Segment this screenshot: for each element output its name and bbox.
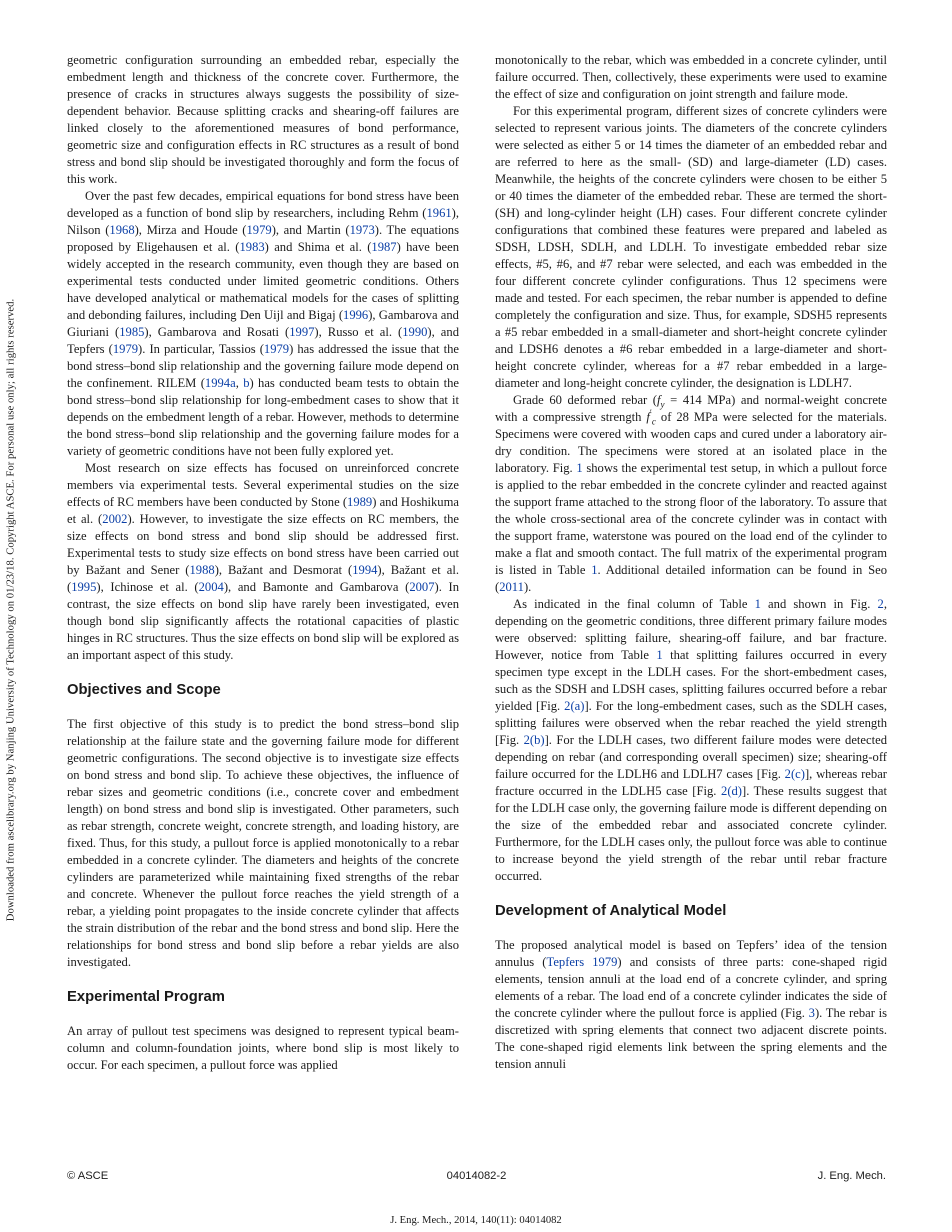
section-heading-experimental: Experimental Program [67,989,225,1005]
reference-link[interactable]: 2011 [499,580,524,594]
paragraph: geometric configuration surrounding an embedded rebar, especially the embedment length and thickness of the concrete cover. Furthermore, the presence of cracks in structures always suggests the possibility of size-dependent behavior. Because splitting cracks and shearing-off failures are linked closely to the aforementioned measures of bond performance, geometric size and configuration effects in RC structures as a result of bond stress and bond slip should be investigated thoroughly and form the focus of this work. [67,53,459,186]
section-heading-objectives: Objectives and Scope [67,682,221,698]
reference-link[interactable]: 2004 [198,580,224,594]
reference-link[interactable]: 1961 [426,206,452,220]
reference-link[interactable]: 1968 [109,223,135,237]
reference-link[interactable]: 1994 [352,563,378,577]
footer-copyright: © ASCE [67,1170,109,1182]
reference-link[interactable]: 1979 [246,223,272,237]
figure-link[interactable]: 2(b) [523,733,545,747]
reference-link[interactable]: 1994a [204,376,236,390]
figure-link[interactable]: 1 [576,461,583,475]
paragraph: monotonically to the rebar, which was embedded in a concrete cylinder, until failure occurred. Then, collectively, these experiments were used to examine the effect of size and configuration on joint strength and failure mode. [495,53,887,101]
reference-link[interactable]: 1995 [71,580,97,594]
table-link[interactable]: 1 [591,563,598,577]
citation-line: J. Eng. Mech., 2014, 140(11): 04014082 [390,1215,562,1226]
reference-link[interactable]: 1983 [239,240,265,254]
paragraph: Grade 60 deformed rebar ($f_y = 414$ MPa) and normal-weight concrete with a compressive strength $f'_c$ of 28 MPa were selected for the materials. Specimens were covered with wooden caps and cured under a laboratory air-dry condition. The specimens were stored at an isolated place in the laboratory. Fig. 1 shows the experimental test setup, in which a pullout force is applied to the rebar embedded in the concrete cylinder and reacted against the support frame attached to the strong floor of the laboratory. To assure that the whole cross-sectional area of the concrete cylinder was in contact with the support frame, waterstone was poured on the load end of the cylinder to make a flat and smooth contact. The full matrix of the experimental program is listed in Table 1. Additional detailed information can be found in Seo (2011). [495,393,888,594]
reference-link[interactable]: 1985 [119,325,145,339]
paragraph: Over the past few decades, empirical equations for bond stress have been developed as a function of bond slip by researchers, including Rehm (1961), Nilson (1968), Mirza and Houde (1979), and Martin (1973). The equations proposed by Eligehausen et al. (1983) and Shima et al. (1987) have been widely accepted in the research community, even though they are based on experimental tests conducted under limited geometric conditions. Others have developed analytical or mathematical models for the cases of splitting and debonding failures, including Den Uijl and Bigaj (1996), Gambarova and Giuriani (1985), Gambarova and Rosati (1997), Russo et al. (1990), and Tepfers (1979). In particular, Tassios (1979) has addressed the issue that the bond stress–bond slip relationship and the governing failure mode depend on the confinement. RILEM (1994a, b) has conducted beam tests to obtain the bond stress–bond slip relationship for long-embedment cases to show that it depends on the embedment length of a rebar. However, methods to determine the bond stress–bond slip relationship and the governing failure modes for a variety of geometric conditions have not been fully explored yet. [67,189,459,458]
figure-link[interactable]: 2(c) [784,767,805,781]
paragraph: The first objective of this study is to predict the bond stress–bond slip relationship at the failure state and the governing failure mode for different geometric configurations. The second objective is to investigate size effects on bond stress and bond slip. To achieve these objectives, the influence of rebar sizes and geometric conditions (i.e., concrete cover and embedment length) on bond stress and bond slip is investigated. Other parameters, such as rebar strength, concrete weight, concrete strength, and loading history, are fixed. Thus, for this study, a pullout force is applied monotonically to a rebar embedded in a concrete cylinder. The diameters and heights of the concrete cylinders are parameterized while maintaining fixed strengths of the rebar and concrete. Whenever the pullout force reaches the yield strength of a rebar, a yielding point propagates to the inside concrete cylinder that affects the strain distribution of the rebar and the bond stress and bond slip. Here the relationships for bond stress and bond slip before a rebar yields are also investigated. [67,717,459,969]
table-link[interactable]: 1 [754,597,761,611]
footer-page-number: 04014082-2 [446,1170,507,1182]
right-column [495,52,887,1073]
page-footer [67,1170,886,1186]
paragraph: Most research on size effects has focused on unreinforced concrete members via experimental tests. Several experimental studies on the size effects of RC members have been conducted by Stone (1989) and Hoshikuma et al. (2002). However, to investigate the size effects on RC members, the size effects on bond stress and bond slip should be addressed first. Experimental tests to study size effects on bond stress have been carried out by Bažant and Sener (1988), Bažant and Desmorat (1994), Bažant et al. (1995), Ichinose et al. (2004), and Bamonte and Gambarova (2007). In contrast, the size effects on bond slip have rarely been investigated, even though bond slip significantly affects the rotational capacities of plastic hinges in RC structures. Thus the size effects on bond slip will be explored as an important aspect of this study. [67,461,460,662]
table-link[interactable]: 1 [656,648,663,662]
reference-link[interactable]: 1997 [289,325,315,339]
reference-link[interactable]: 2002 [102,512,128,526]
figure-link[interactable]: 2(a) [564,699,585,713]
reference-link[interactable]: b [243,376,250,390]
left-column [67,52,459,1074]
reference-link[interactable]: 1979 [112,342,139,356]
paragraph: The proposed analytical model is based on Tepfers’ idea of the tension annulus (Tepfers 1979) and consists of three parts: cone-shaped rigid elements, tension annuli at the load end of a concrete cylinder, and spring elements of a rebar. The load end of a concrete cylinder indicates the side of the concrete cylinder where the pullout force is applied (Fig. 3). The rebar is discretized with spring elements that connect two adjacent discrete points. The cone-shaped rigid elements link between the spring elements and the tension annuli [495,938,888,1071]
reference-link[interactable]: 1973 [349,223,375,237]
figure-link[interactable]: 3 [808,1006,815,1020]
download-notice-text: Downloaded from ascelibrary.org by Nanjing University of Technology on 01/23/18. Copyright ASCE. For personal use only; all rights reserved. [5,298,17,922]
reference-link[interactable]: 1979 [263,342,290,356]
figure-link[interactable]: 2(d) [721,784,742,798]
paragraph: As indicated in the final column of Table 1 and shown in Fig. 2, depending on the geometric conditions, three different primary failure modes were observed: splitting failure, shearing-off failure, and bar fracture. However, notice from Table 1 that splitting failures occurred in every specimen type except in the LDLH cases. For the short-embedment cases, such as the SDSH and LDSH cases, splitting failures occurred before a rebar yielded [Fig. 2(a)]. For the long-embedment cases, such as the SDLH cases, splitting failures were observed when the rebar reached the yield strength [Fig. 2(b)]. For the LDLH cases, two different failure modes were detected depending on rebar (and corresponding overall specimen) size; shearing-off failure occurred for the LDLH6 and LDLH7 cases [Fig. 2(c)], whereas rebar fracture occurred in the LDLH5 case [Fig. 2(d)]. These results suggest that for the LDLH case only, the governing failure mode is different depending on the size of the embedded rebar and associated concrete cylinder. Furthermore, for the LDLH cases only, the pullout force was able to continue to increase beyond the yield strength of the rebar until rebar fracture occurred. [495,597,887,883]
reference-link[interactable]: Tepfers 1979 [546,955,618,969]
reference-link[interactable]: 2007 [409,580,435,594]
figure-link[interactable]: 2 [877,597,884,611]
reference-link[interactable]: 1987 [371,240,397,254]
paragraph: An array of pullout test specimens was designed to represent typical beam-column and column-foundation joints, where bond slip is most likely to occur. For each specimen, a pullout force was applied [67,1024,459,1072]
footer-journal: J. Eng. Mech. [817,1170,886,1182]
reference-link[interactable]: 1996 [343,308,369,322]
reference-link[interactable]: 1988 [189,563,215,577]
section-heading-development: Development of Analytical Model [495,903,727,919]
download-notice-sidebar [2,230,20,990]
reference-link[interactable]: 1989 [347,495,373,509]
reference-link[interactable]: 1990 [402,325,428,339]
paragraph: For this experimental program, different sizes of concrete cylinders were selected to represent various joints. The diameters of the concrete cylinders were selected as either 5 or 14 times the diameter of an embedded rebar and are referred to here as the small- (SD) and large-diameter (LD) cases. Meanwhile, the heights of the concrete cylinders were chosen to be either 5 or 40 times the diameter of the embedded rebar. These are termed the short- (SH) and long-cylinder height (LH) cases. Four different concrete cylinder configurations that combined these features were prepared and labeled as SDSH, LDSH, SDLH, and LDLH. To investigate embedded rebar size effects, #5, #6, and #7 rebar were selected, and each was embedded in the four different concrete cylinder configurations. Thus 12 specimens were made and tested. For each specimen, the rebar number is appended to define completely the configuration and size. Thus, for example, SDSH5 represents a #5 rebar embedded in a small-diameter and short-height concrete cylinder and LDSH6 denotes a #6 rebar embedded in a large-diameter and short-height concrete cylinder, whereas for a #7 rebar embedded in a large-diameter and long-height concrete cylinder, the designation is LDLH7. [495,104,887,390]
